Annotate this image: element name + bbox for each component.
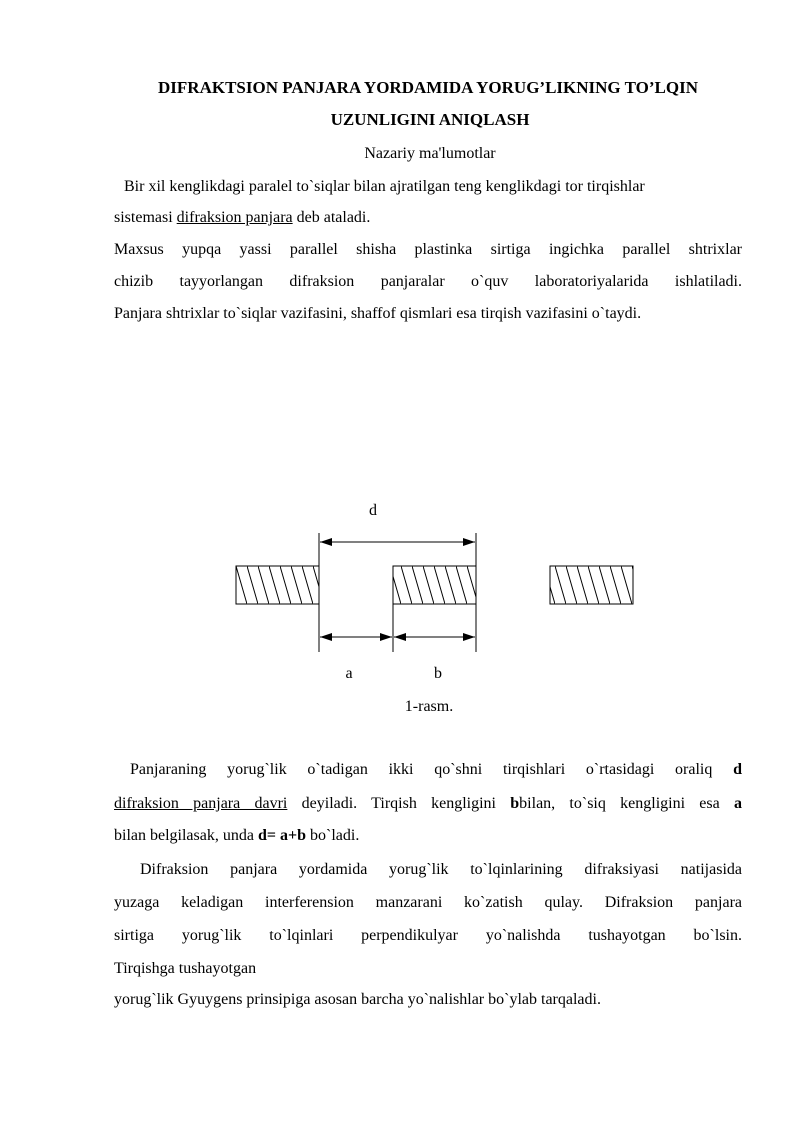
figure-label-d: d [369, 502, 377, 519]
para3-line-5: yorug`lik Gyuygens prinsipiga asosan barcha yo`nalishlar bo`ylab tarqaladi. [114, 991, 601, 1008]
para3-line-1: Difraksion panjara yordamida yorug`lik to`lqinlarining difraksiyasi natijasida [140, 861, 742, 878]
title-line-2: UZUNLIGINI ANIQLASH [330, 110, 530, 129]
dimension-a-arrow-left [320, 633, 332, 641]
grating-bar-middle [393, 566, 476, 604]
intro-line-1: Bir xil kenglikdagi paralel to`siqlar bilan ajratilgan teng kenglikdagi tor tirqishlar [124, 178, 645, 195]
section-subtitle: Nazariy ma'lumotlar [364, 145, 496, 162]
intro-line-5: Panjara shtrixlar to`siqlar vazifasini, shaffof qismlari esa tirqish vazifasini o`taydi. [114, 305, 642, 322]
para2-line-3-post: bo`ladi. [306, 827, 360, 844]
para2-line-2-mid2: bilan, to`siq kengligini esa [519, 795, 735, 812]
para2-line-1 [114, 760, 742, 780]
dimension-a-arrow-right [380, 633, 392, 641]
grating-bar-right [550, 566, 633, 604]
dimension-b-arrow-right [463, 633, 475, 641]
para2-line-2 [114, 794, 742, 814]
term-difraksion-panjara: difraksion panjara [176, 209, 293, 226]
para2-line-3-pre: bilan belgilasak, unda [114, 827, 258, 844]
figure-caption: 1-rasm. [404, 698, 454, 715]
symbol-a: a [734, 795, 743, 812]
formula-d-equals-a-plus-b: d= a+b [257, 827, 306, 844]
para3-line-4: Tirqishga tushayotgan [114, 960, 257, 977]
dimension-b-arrow-left [394, 633, 406, 641]
term-difraksion-panjara-davri: difraksion panjara davri [114, 795, 288, 812]
dimension-d-arrow-right [463, 538, 475, 546]
para2-line-3 [114, 826, 742, 846]
title-line-1: DIFRAKTSION PANJARA YORDAMIDA YORUG’LIKNING TO’LQIN [158, 78, 698, 97]
para3-line-3: sirtiga yorug`lik to`lqinlari perpendikulyar yo`nalishda tushayotgan bo`lsin. [114, 927, 742, 944]
symbol-d: d [733, 761, 742, 778]
para2-line-2-mid: deyiladi. Tirqish kengligini [287, 795, 511, 812]
para2-line-1-text: Panjaraning yorug`lik o`tadigan ikki qo`shni tirqishlari o`rtasidagi oraliq [130, 761, 734, 778]
figure-label-a: a [345, 665, 353, 682]
para3-line-2: yuzaga keladigan interferension manzarani ko`zatish qulay. Difraksion panjara [114, 894, 742, 911]
intro-line-4: chizib tayyorlangan difraksion panjaralar o`quv laboratoriyalarida ishlatiladi. [114, 273, 742, 290]
symbol-b: b [510, 795, 520, 812]
dimension-d-arrow-left [320, 538, 332, 546]
intro-line-3: Maxsus yupqa yassi parallel shisha plastinka sirtiga ingichka parallel shtrixlar [114, 241, 742, 258]
figure-label-b: b [434, 665, 442, 682]
intro-line-2-post: deb ataladi. [292, 209, 371, 226]
intro-line-2-pre: sistemasi [114, 209, 177, 226]
grating-bar-left [236, 566, 319, 604]
